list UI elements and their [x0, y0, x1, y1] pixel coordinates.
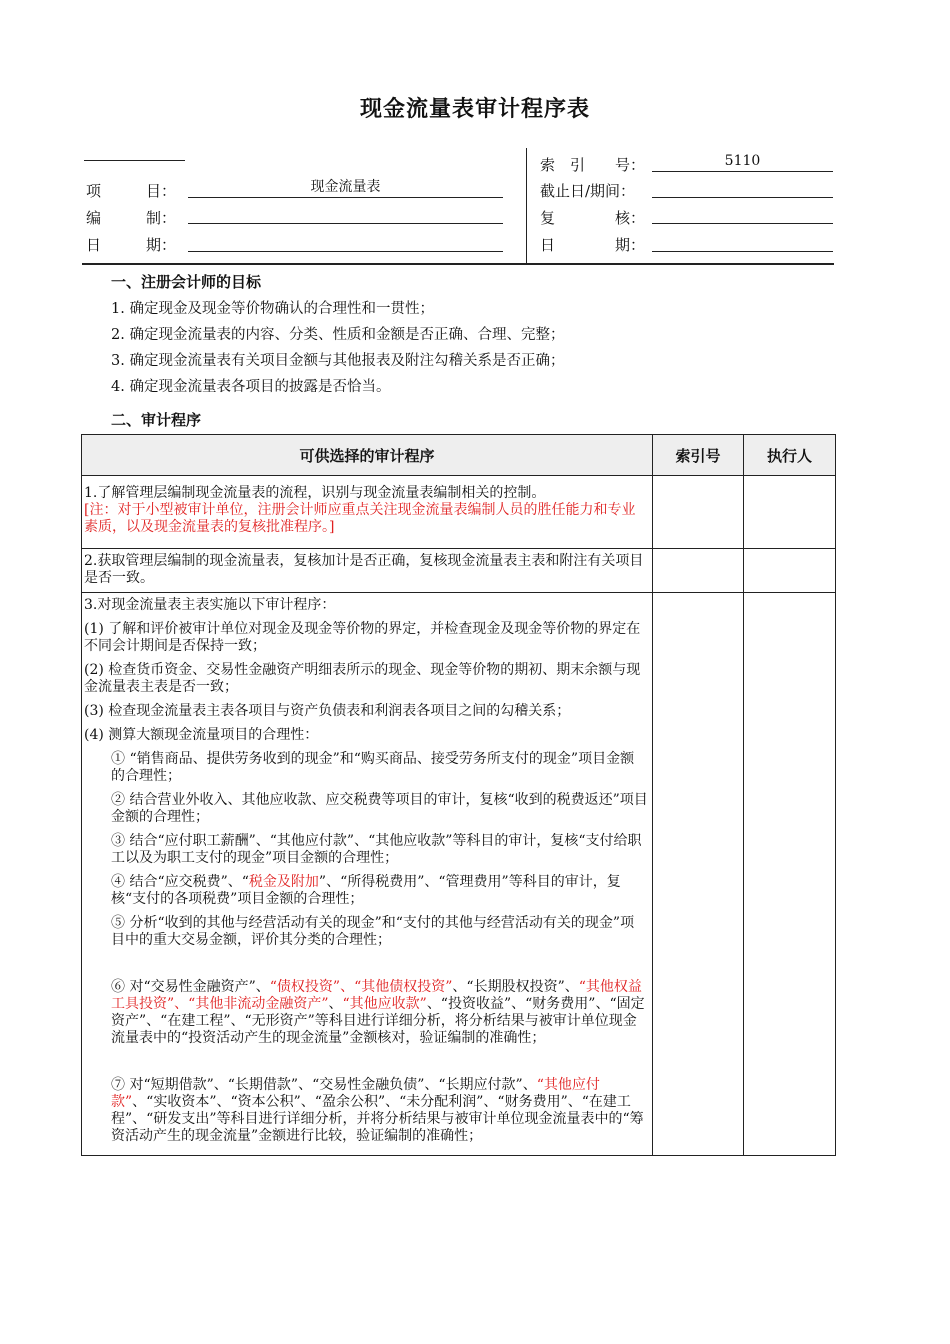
text-segment: ”、“所得税费用”、“管理费用”等科目的审计，复核“支付的各项税费”项目金额的合理性； — [111, 874, 621, 907]
table-header-row — [82, 435, 836, 476]
procedure-step: (3) 检查现金流量表主表各项目与资产负债表和利润表各项目之间的勾稽关系； — [84, 703, 571, 719]
review-field[interactable] — [652, 203, 833, 224]
text-segment: ④ 结合“应交税费”、“ — [111, 874, 249, 890]
procedure-step: (2) 检查货币资金、交易性金融资产明细表所示的现金、现金等价物的期初、期末余额与现金流量表主表是否一致； — [84, 662, 641, 695]
objective-item: 2. 确定现金流量表的内容、分类、性质和金额是否正确、合理、完整； — [111, 327, 565, 343]
procedure-subitem: ③ 结合“应付职工薪酬”、“其他应付款”、“其他应收款”等科目的审计，复核“支付给职工以及为职工支付的现金”项目金额的合理性； — [111, 833, 642, 866]
highlight-segment: “债权投资”、“其他债权投资” — [269, 979, 453, 995]
procedure-subitem: ② 结合营业外收入、其他应收款、应交税费等项目的审计，复核“收到的税费返还”项目金额的合理性； — [111, 792, 648, 825]
procedure-step: (1) 了解和评价被审计单位对现金及现金等价物的界定，并检查现金及现金等价物的界定在不同会计期间是否保持一致； — [84, 621, 641, 654]
procedure-note: [注：对于小型被审计单位，注册会计师应重点关注现金流量表编制人员的胜任能力和专业素质，以及现金流量表的复核批准程序。] — [84, 502, 636, 535]
index-cell[interactable] — [653, 476, 744, 549]
index-label: 索 引 号： — [540, 156, 646, 174]
procedure-subitem — [84, 979, 648, 1047]
procedures-heading: 二、审计程序 — [111, 411, 202, 429]
index-cell[interactable] — [653, 549, 744, 593]
highlight-segment: 税金及附加 — [248, 874, 319, 890]
procedure-intro: 3.对现金流量表主表实施以下审计程序： — [84, 597, 336, 613]
col-header-executor: 执行人 — [744, 435, 836, 476]
index-field[interactable]: 5110 — [652, 151, 833, 172]
index-cell[interactable] — [653, 593, 744, 1156]
highlight-segment: “其他权益工具投资”、“其他非流动金融资产” — [111, 979, 642, 1012]
page-title: 现金流量表审计程序表 — [359, 97, 590, 122]
executor-cell[interactable] — [744, 549, 836, 593]
review-label: 复 核： — [540, 209, 646, 227]
procedure-step: (4) 测算大额现金流量项目的合理性： — [84, 727, 319, 743]
text-segment: 、“投资收益”、“财务费用”、“固定资产”、“在建工程”、“无形资产”等科目进行详细分析，将分析结果与被审计单位现金流量表中的“投资活动产生的现金流量”金额核对，验证编制的准确性； — [111, 996, 645, 1046]
review-date-label: 日 期： — [540, 236, 646, 254]
col-header-procedure: 可供选择的审计程序 — [82, 435, 653, 476]
procedure-cell — [82, 593, 653, 1156]
objectives-heading: 一、注册会计师的目标 — [111, 273, 262, 291]
date-field[interactable] — [188, 231, 503, 252]
executor-cell[interactable] — [744, 476, 836, 549]
period-label: 截止日/期间： — [540, 182, 636, 200]
header-divider — [526, 148, 527, 264]
text-segment: 、 — [328, 996, 343, 1012]
text-segment: 、“实收资本”、“资本公积”、“盈余公积”、“未分配利润”、“财务费用”、“在建工程”、“研发支出”等科目进行详细分析，并将分析结果与被审计单位现金流量表中的“筹资活动产生的现金流量”金额进行比较，验证编制的准确性； — [111, 1094, 644, 1144]
procedure-cell — [82, 549, 653, 593]
prepared-label: 编 制： — [86, 209, 177, 227]
procedures-table — [81, 434, 836, 1156]
prepared-field[interactable] — [188, 203, 503, 224]
procedure-subitem — [84, 874, 648, 908]
highlight-segment: “其他应付款” — [111, 1077, 600, 1110]
table-row — [82, 549, 836, 593]
review-date-field[interactable] — [652, 231, 833, 252]
highlight-segment: “其他应收款” — [342, 996, 427, 1012]
col-header-index: 索引号 — [653, 435, 744, 476]
item-label: 项 目： — [86, 182, 177, 200]
objective-item: 3. 确定现金流量表有关项目金额与其他报表及附注勾稽关系是否正确； — [111, 353, 565, 369]
executor-cell[interactable] — [744, 593, 836, 1156]
text-segment: ⑦ 对“短期借款”、“长期借款”、“交易性金融负债”、“长期应付款”、 — [111, 1077, 537, 1093]
procedure-cell — [82, 476, 653, 549]
period-field[interactable] — [652, 177, 833, 198]
procedure-subitem: ⑤ 分析“收到的其他与经营活动有关的现金”和“支付的其他与经营活动有关的现金”项目中的重大交易金额，评价其分类的合理性； — [111, 915, 635, 948]
procedure-text: 1.了解管理层编制现金流量表的流程，识别与现金流量表编制相关的控制。 — [84, 485, 546, 501]
text-segment: 、“长期股权投资”、 — [452, 979, 579, 995]
procedure-subitem: ① “销售商品、提供劳务收到的现金”和“购买商品、接受劳务所支付的现金”项目金额的合理性； — [111, 751, 635, 784]
text-segment: ⑥ 对“交易性金融资产”、 — [111, 979, 270, 995]
item-field[interactable]: 现金流量表 — [188, 177, 503, 198]
date-label: 日 期： — [86, 236, 177, 254]
table-row — [82, 476, 836, 549]
procedure-text: 2.获取管理层编制的现金流量表，复核加计是否正确，复核现金流量表主表和附注有关项目是否一致。 — [84, 553, 644, 586]
objective-item: 4. 确定现金流量表各项目的披露是否恰当。 — [111, 379, 391, 395]
header-top-rule — [84, 160, 185, 161]
objective-item: 1. 确定现金及现金等价物确认的合理性和一贯性； — [111, 301, 434, 317]
header-bottom-rule — [82, 263, 834, 265]
procedure-subitem — [84, 1077, 648, 1145]
table-row — [82, 593, 836, 1156]
